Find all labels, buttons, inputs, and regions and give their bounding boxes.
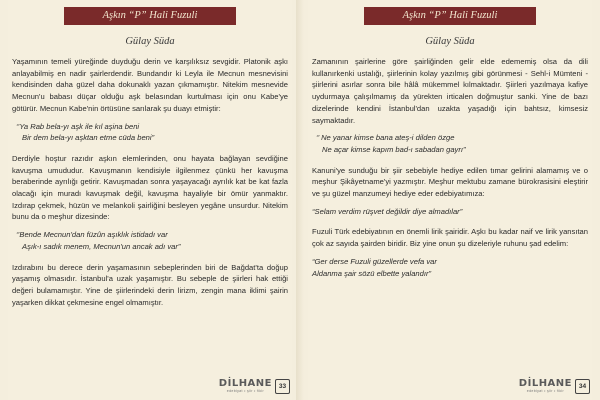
poem-line: Aşık-ı sadık menem, Mecnun'un ancak adı var” <box>22 241 181 251</box>
logo-tagline: edebiyat • şiir • fikir <box>226 389 264 393</box>
poem-line: “Ger derse Fuzuli güzellerde vefa var <box>312 256 437 266</box>
paragraph: Izdırabını bu derece derin yaşamasının sebeplerinden biri de Bağdat'ta doğup yaşamış olmasıdır. İstanbul'a uzak yaşamıştır. Bu sebeple de şiirleri hak ettiği değeri bulamamıştır. Yine de şiirlerindeki derin lirizm, zengin mana iklimi şairin yaşarken dikkat çekmesine engel olmamıştır. <box>12 262 288 307</box>
poem-quote <box>312 256 588 279</box>
poem-quote <box>312 206 588 218</box>
poem-line: Aldanma şair sözü elbette yalandır” <box>312 268 432 278</box>
right-page <box>308 0 592 400</box>
poem-line: ‘’Ya Rab bela-yı aşk ile kıl aşina beni <box>16 121 140 131</box>
poem-line: “Selam verdim rüşvet değildir diye almadılar” <box>312 206 463 216</box>
poem-quote <box>312 132 588 155</box>
article-body <box>312 56 588 288</box>
left-page <box>8 0 292 400</box>
poem-line: Bir dem bela-yı aşktan etme cüda beni” <box>22 133 155 143</box>
paragraph: Fuzuli Türk edebiyatının en önemli lirik şairidir. Aşkı bu kadar naif ve lirik yansıtan çok az sayıda şairden biridir. Biz yine onun şu dizeleriyle ruhunu şad edelim: <box>312 227 588 249</box>
page-number: 33 <box>275 379 290 394</box>
poem-line: ‘’ Ne yanar kimse bana ateş-i dilden özge <box>316 133 455 143</box>
poem-line: ‘’Bende Mecnun'dan füzûn aşıklık istidadı var <box>16 230 168 240</box>
publisher-logo <box>219 379 290 394</box>
page-header: Aşkın “P” Hali Fuzuli <box>364 7 536 25</box>
paragraph: Derdiyle hoştur razıdır aşkın elemlerinden, onu hayata bağlayan sevdiğine kavuşma umududur. Kavuşmanın kendisiyle ilgilenmez çünkü her kavuşma beraberinde ayrılığı getirir. Kavuşmadan sonra yaşayacağı ayrılık kat be kat fazla olacağı için muradı kavuşmak değil, kavuşma hayaliyle bir ömür yanmaktır. Izdırap çekmek, hüzün ve melankoli şairliğini besleyen yegâne unsurdur. Nitekim bunu da o meşhur dizesinde: <box>12 153 288 222</box>
paragraph: Zamanının şairlerine göre şairliğinden gelir elde edememiş olsa da dili kullanırkenki ustalığı, şiirlerinin kolay yazılmış gibi görünmesi - Sehl-i Mümteni - şiirlerini asırlar sonra bile hâlâ mükemmel kılmaktadır. Şiirleri yazılmaya kafiye uydurmaya çalışılmamış da yürekten irticalen doğmuştur sanki. Yine de bazı dizelerinde kendini İstanbul'dan uzakta yaşadığı için bahtsız, kimsesiz saymaktadır. <box>312 57 588 125</box>
logo-tagline: edebiyat • şiir • fikir <box>526 389 564 393</box>
poem-quote <box>12 229 288 252</box>
paragraph: Kanuni'ye sunduğu bir şiir sebebiyle hediye edilen tımar gelirini alamamış ve o meşhur Şikâyetname'yi yazmıştır. Meşhur mektubu zamane bürokrasisini eleştirir ve şu güzel manzumeyi hediye eder edebiyatımıza: <box>312 165 588 199</box>
logo-wordmark: DİLHANE <box>518 378 572 389</box>
page-gutter <box>296 0 304 400</box>
poem-quote <box>12 121 288 144</box>
article-body <box>12 56 288 314</box>
author-name: Gülay Süda <box>425 36 475 47</box>
publisher-logo <box>519 379 590 394</box>
page-header: Aşkın “P” Hali Fuzuli <box>64 7 236 25</box>
paragraph: Yaşamının temeli yüreğinde duyduğu derin ve karşılıksız sevgidir. Platonik aşkı anlayabilmiş en nadir şairlerdendir. Bundandır ki Leyla ile Mecnun mesnevisini kendisinden daha güzel daha dokunaklı yazan çıkmamıştır. Nitekim mesnevide Mecnun'u babası düçar olduğu aşk belasından kurtulması için onu Kabe'ye götürür. Mecnun Kabe'nin örtüsüne sarılarak şu duayı etmiştir: <box>12 57 288 113</box>
author-name: Gülay Süda <box>125 36 175 47</box>
poem-line: Ne açar kimse kapım bad-ı sabadan gayrı” <box>322 144 466 154</box>
page-number: 34 <box>575 379 590 394</box>
logo-wordmark: DİLHANE <box>218 378 272 389</box>
